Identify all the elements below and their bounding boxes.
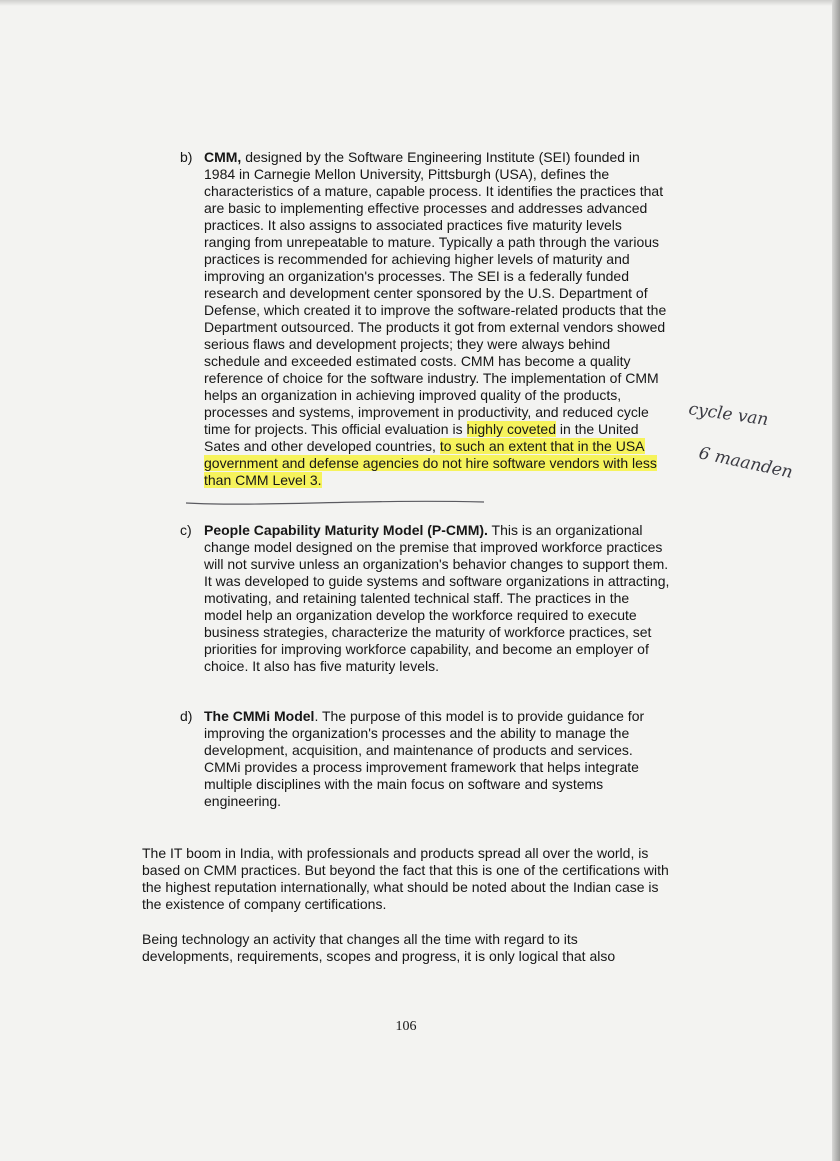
highlight-cmm-level-3: to such an extent that in the USA government and defense agencies do not hire software vendors with less than CMM Level 3. xyxy=(204,438,657,488)
handwritten-note-line-2: 6 maanden xyxy=(696,443,795,483)
scan-shadow-right xyxy=(832,0,840,1161)
pen-underline-mark xyxy=(184,495,494,509)
list-item-b-body xyxy=(204,149,670,489)
paragraph-technology: Being technology an activity that changes all the time with regard to its developments, requirements, scopes and progress, it is only logical that also xyxy=(142,931,616,964)
term-cmmi: The CMMi Model xyxy=(204,708,315,724)
list-item-d-body xyxy=(204,708,670,810)
page-number: 106 xyxy=(395,1019,417,1034)
list-item-c xyxy=(180,522,670,675)
list-marker-b: b) xyxy=(180,149,193,165)
term-p-cmm: People Capability Maturity Model (P-CMM). xyxy=(204,522,488,538)
handwritten-note-line-1: cycle van xyxy=(687,399,770,431)
handwritten-margin-note xyxy=(684,378,834,488)
list-item-b xyxy=(180,149,670,489)
term-cmm: CMM, xyxy=(204,149,242,165)
item-c-text: This is an organizational change model designed on the premise that improved workforce practices will not survive unless an organization's behavior changes to support them. It was developed to guide systems and software organizations in attracting, motivating, and retaining talented technical staff. The practices in the model help an organization develop the workforce required to execute business strategies, characterize the maturity of workforce practices, set priorities for improving workforce capability, and become an employer of choice. It also has five maturity levels. xyxy=(204,522,670,674)
list-marker-d: d) xyxy=(180,708,193,724)
list-marker-c: c) xyxy=(180,522,192,538)
scan-shadow-top xyxy=(0,0,840,6)
paragraph-it-boom: The IT boom in India, with professionals and products spread all over the world, is based on CMM practices. But beyond the fact that this is one of the certifications with the highest reputation internationally, what should be noted about the Indian case is the existence of company certifications. xyxy=(142,845,669,912)
item-b-text-mid: in the United Sates and other developed countries, xyxy=(204,421,639,454)
item-b-text: designed by the Software Engineering Institute (SEI) founded in 1984 in Carnegie Mellon University, Pittsburgh (USA), defines the characteristics of a mature, capable process. It identifies the practices that are basic to implementing effective processes and addresses advanced practices. It also assigns to associated practices five maturity levels ranging from unrepeatable to mature. Typically a path through the various practices is recommended for achieving higher levels of maturity and improving an organization's processes. The SEI is a federally funded research and development center sponsored by the U.S. Department of Defense, which created it to improve the software-related products that the Department outsourced. The products it got from external vendors showed serious flaws and development projects; they were always behind schedule and exceeded estimated costs. CMM has become a quality reference of choice for the software industry. The implementation of CMM helps an organization in achieving improved quality of the products, processes and systems, improvement in productivity, and reduced cycle time for projects. This official evaluation is xyxy=(204,149,667,437)
highlight-highly-coveted: highly coveted xyxy=(466,421,557,437)
list-item-c-body xyxy=(204,522,670,675)
list-item-d xyxy=(180,708,670,810)
item-d-text: . The purpose of this model is to provide guidance for improving the organization's processes and the ability to manage the development, acquisition, and maintenance of products and services. CMMi provides a process improvement framework that helps integrate multiple disciplines with the main focus on software and systems engineering. xyxy=(204,708,645,809)
